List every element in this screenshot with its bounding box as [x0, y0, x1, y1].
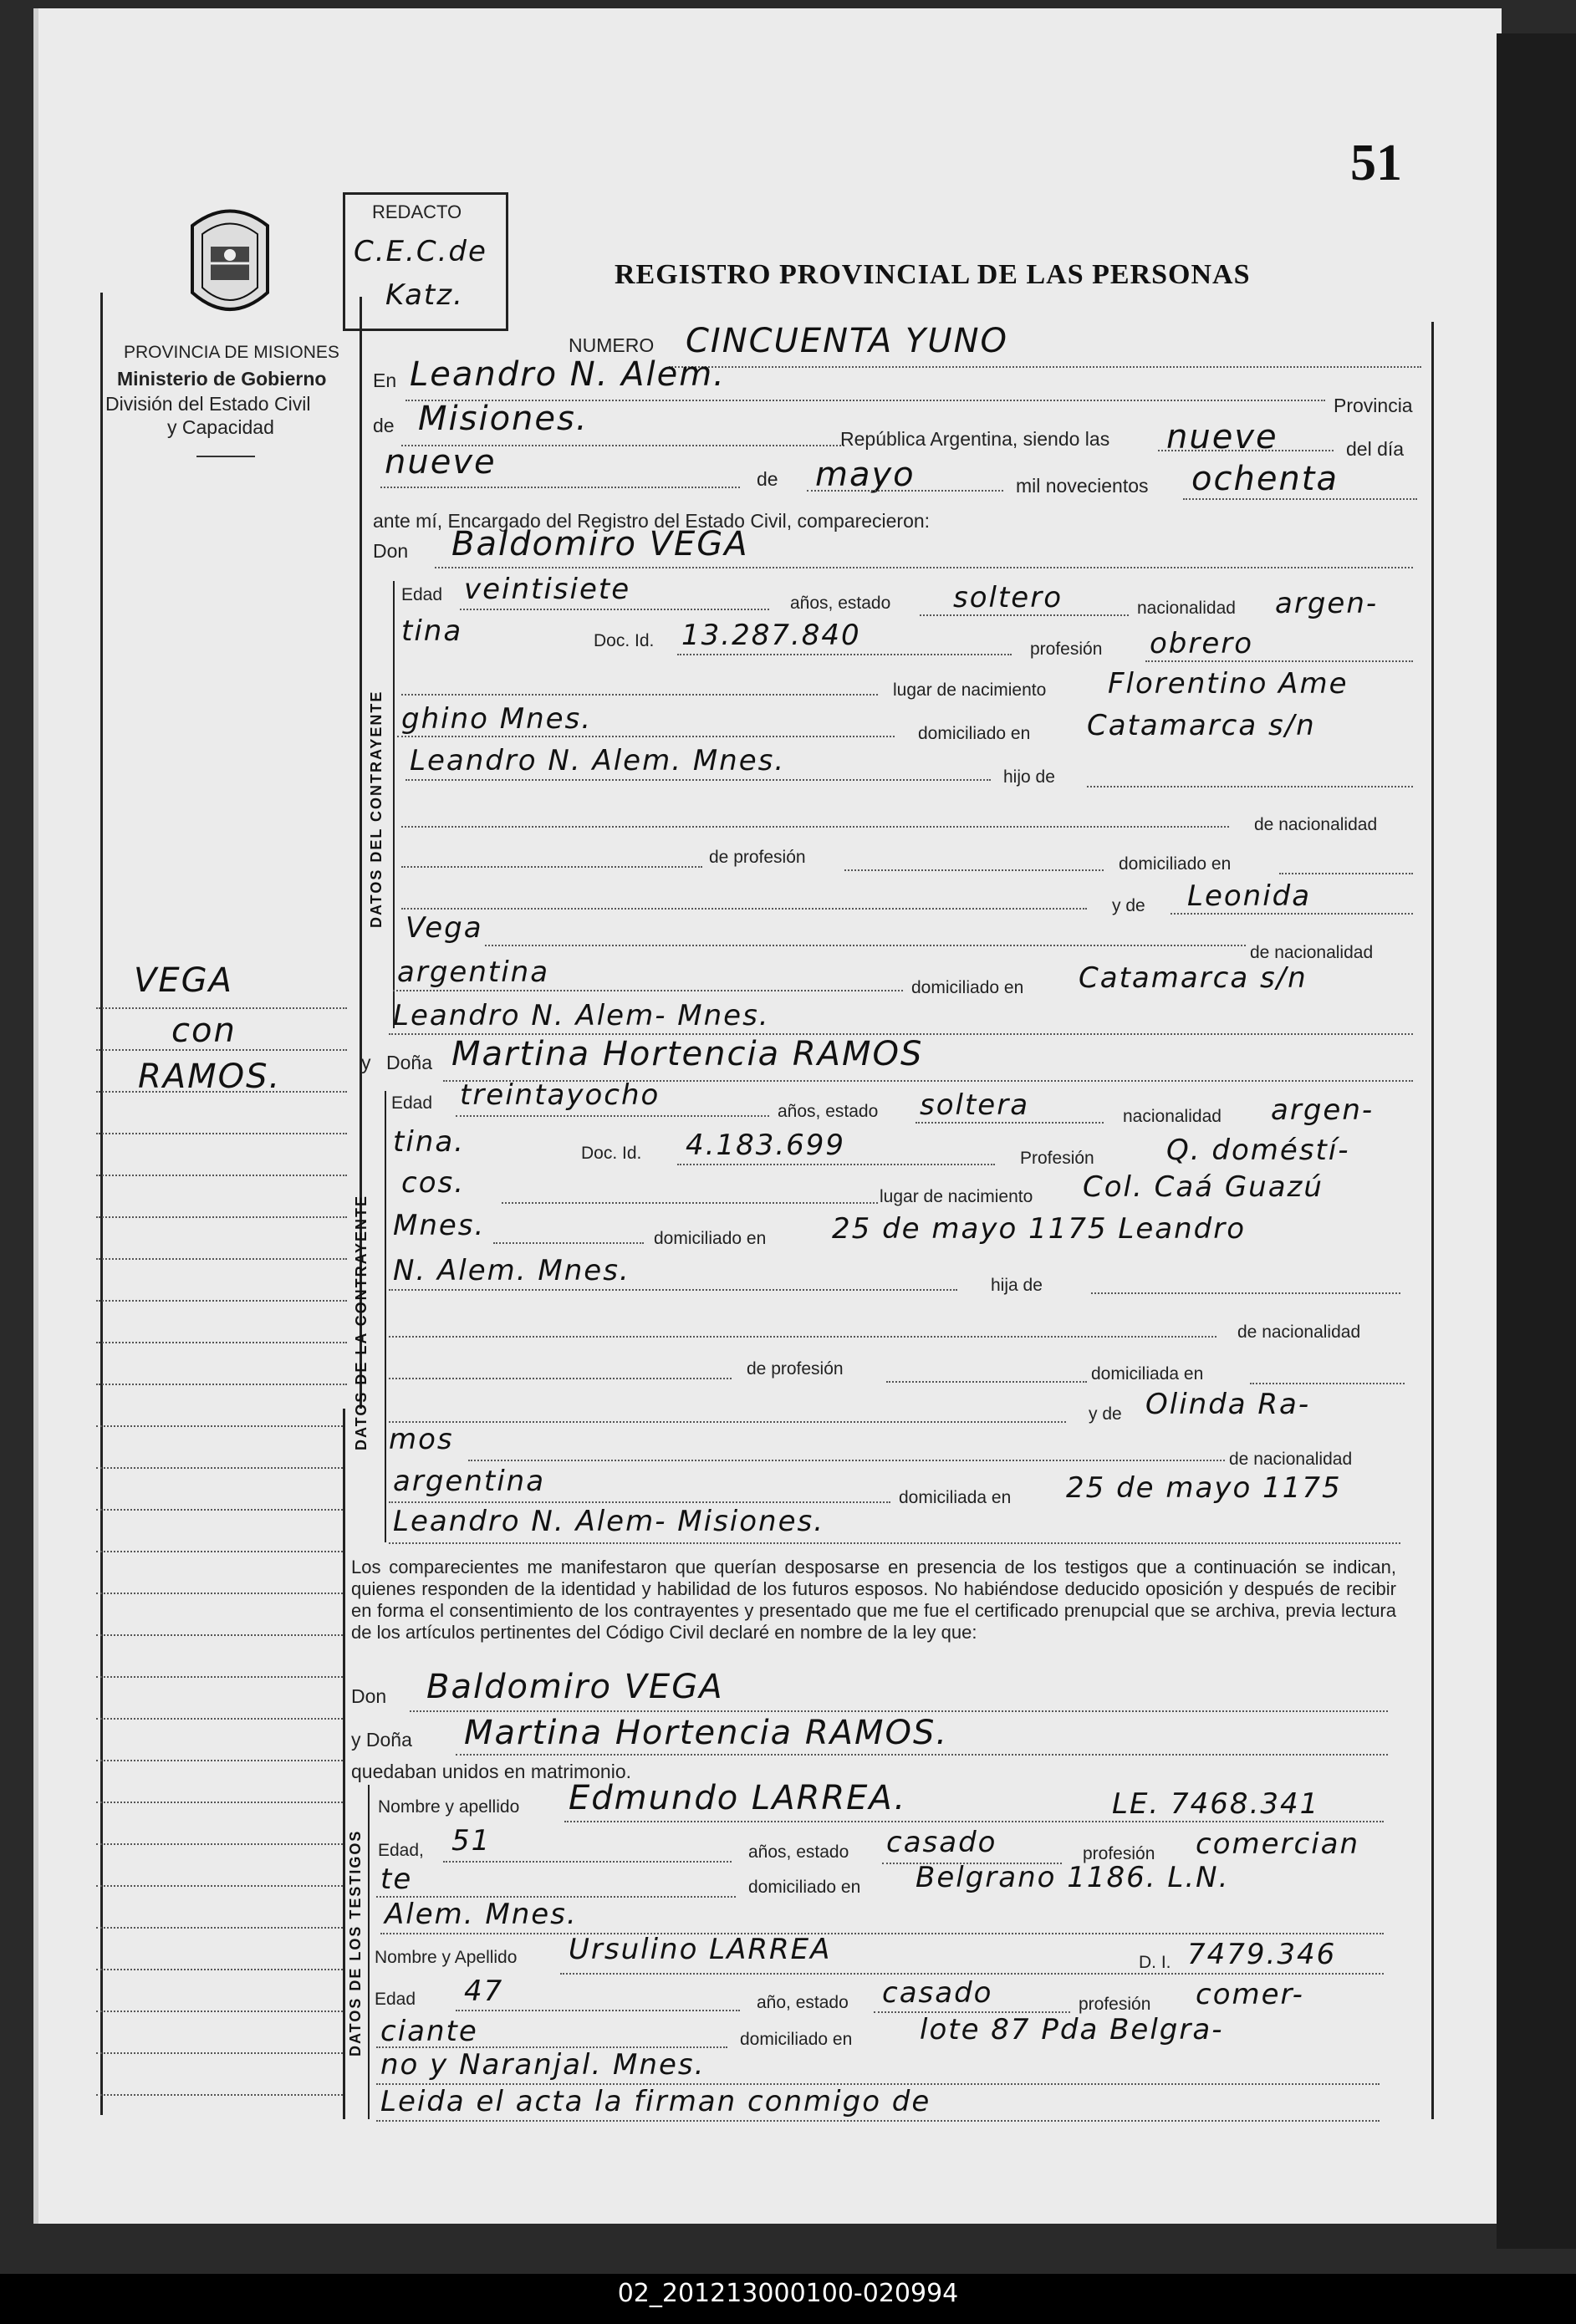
c2-padre-extra-line — [389, 1421, 1066, 1423]
page-number: 51 — [1350, 135, 1402, 191]
decl-dona-label: y Doña — [351, 1729, 412, 1751]
c2-edad-label: Edad — [391, 1093, 433, 1113]
t1-domiciliado-label: domiciliado en — [748, 1878, 861, 1897]
margin-line — [96, 1927, 343, 1929]
t2-doc-value: 7479.346 — [1187, 1938, 1337, 1971]
c1-domiciliado-label: domiciliado en — [918, 724, 1031, 743]
t1-nombre-value: Edmundo LARREA. — [569, 1779, 907, 1817]
t1-nombre-label: Nombre y apellido — [378, 1797, 520, 1817]
t2-edad-value: 47 — [464, 1975, 504, 2008]
c2-madre-value: Olinda Ra- — [1145, 1388, 1311, 1421]
decl-don-label: Don — [351, 1685, 387, 1707]
c1-madre-dom-label: domiciliado en — [911, 978, 1024, 997]
testigos-bracket — [368, 1785, 370, 2119]
c2-anos-label: años, estado — [778, 1102, 879, 1121]
c2-profesion-value2: cos. — [401, 1166, 466, 1200]
c1-madre-value2: Vega — [405, 911, 483, 945]
c1-madre-value: Leonida — [1187, 879, 1312, 913]
c2-nacionalidad-label: nacionalidad — [1123, 1107, 1222, 1126]
c1-profesion-value: obrero — [1150, 627, 1254, 660]
t1-estado-value: casado — [886, 1826, 997, 1859]
t1-edad-line — [443, 1861, 732, 1863]
c2-madre-line2 — [468, 1460, 1225, 1461]
c2-domiciliado-label: domiciliado en — [654, 1229, 767, 1248]
margin-line — [96, 1551, 343, 1552]
c1-nacionalidad-label: nacionalidad — [1137, 599, 1236, 618]
de-value: Misiones. — [418, 400, 589, 438]
c2-domicilio-value2: N. Alem. Mnes. — [393, 1254, 630, 1287]
t2-profesion-label: profesión — [1079, 1995, 1151, 2014]
c2-edad-line — [456, 1115, 769, 1117]
redacto-stamp — [343, 192, 508, 331]
c2-madre-dom-label: domiciliada en — [899, 1488, 1012, 1507]
c2-domicilio-line2 — [389, 1289, 957, 1291]
t1-nombre-line — [564, 1821, 1384, 1822]
c2-madre-value2: mos — [389, 1423, 454, 1456]
page-title: REGISTRO PROVINCIAL DE LAS PERSONAS — [615, 259, 1251, 290]
c1-padre-dom-line — [1279, 873, 1413, 874]
c2-profesion-value: Q. doméstí- — [1166, 1134, 1350, 1167]
c1-padre-profesion-line — [844, 869, 1104, 871]
c2-hija-label: hija de — [991, 1276, 1043, 1295]
c1-lugar-line2 — [397, 736, 895, 737]
dona-label: Doña — [386, 1052, 432, 1073]
c1-doc-value: 13.287.840 — [681, 619, 861, 652]
c1-madre-line — [1171, 913, 1413, 915]
stamp-line2: Katz. — [385, 278, 464, 312]
province-label: PROVINCIA DE MISIONES — [124, 343, 339, 362]
c1-edad-label: Edad — [401, 585, 443, 604]
numero-value: CINCUENTA YUNO — [686, 322, 1009, 360]
c2-padre-dom-line — [1250, 1383, 1405, 1384]
decl-unidos-label: quedaban unidos en matrimonio. — [351, 1761, 632, 1782]
column-divider-lower — [343, 1409, 345, 2119]
c1-anos-label: años, estado — [790, 594, 891, 613]
t2-domiciliado-label: domiciliado en — [740, 2030, 853, 2049]
margin-line — [96, 2011, 343, 2012]
margin-line — [96, 1175, 347, 1176]
c1-hijo-label: hijo de — [1003, 767, 1055, 787]
dia-value: nueve — [385, 443, 497, 482]
c1-profesion-line — [1145, 660, 1413, 662]
decl-dona-value: Martina Hortencia RAMOS. — [464, 1714, 949, 1752]
c2-padre-line — [389, 1336, 1216, 1338]
c2-madre-nac-line — [389, 1501, 890, 1503]
ministry-label: Ministerio de Gobierno — [117, 368, 327, 390]
t1-profesion-label: profesión — [1083, 1844, 1155, 1863]
dia-line — [380, 487, 740, 488]
t2-edad-label: Edad — [375, 1990, 416, 2009]
margin-note-line2: con — [171, 1012, 237, 1050]
c1-estado-line — [920, 614, 1129, 616]
c2-doc-label: Doc. Id. — [581, 1144, 642, 1163]
c1-nacionalidad-value2: tina — [401, 614, 463, 648]
page-edge-shadow — [1497, 33, 1576, 2249]
c1-madre-nac-label: de nacionalidad — [1250, 943, 1374, 962]
de2-label: de — [757, 468, 778, 490]
c1-madre-nac-line — [393, 990, 903, 991]
c2-estado-value: soltera — [920, 1088, 1030, 1122]
t2-nombre-line — [560, 1973, 1384, 1975]
c1-lugar-label: lugar de nacimiento — [893, 680, 1047, 700]
c1-domicilio-value2: Leandro N. Alem. Mnes. — [410, 744, 786, 777]
header-rule — [196, 456, 255, 457]
don-line — [435, 567, 1413, 568]
margin-line — [96, 1593, 343, 1594]
mes-value: mayo — [815, 456, 916, 494]
margin-note-line1: VEGA — [134, 961, 233, 1000]
t1-edad-label: Edad, — [378, 1841, 424, 1860]
right-margin-line — [1431, 322, 1434, 2119]
contrayente1-side-label: DATOS DEL CONTRAYENTE — [368, 690, 385, 928]
c1-domicilio-line2 — [405, 779, 991, 781]
c2-padre-dom-label: domiciliada en — [1091, 1364, 1204, 1384]
contrayente2-side-label: DATOS DE LA CONTRAYENTE — [353, 1194, 370, 1450]
c2-profesion-label: Profesión — [1020, 1149, 1094, 1168]
closing-line: Leida el acta la firman conmigo de — [380, 2085, 931, 2118]
margin-line — [96, 1300, 347, 1302]
c1-edad-line — [460, 609, 769, 610]
c2-madre-nac-value: argentina — [393, 1465, 546, 1498]
del-dia-label: del día — [1346, 438, 1405, 460]
testigos-side-label: DATOS DE LOS TESTIGOS — [347, 1829, 364, 2056]
margin-line — [96, 1676, 343, 1678]
de-label: de — [373, 415, 395, 436]
c1-profesion-label: profesión — [1030, 640, 1103, 659]
c1-blank-line — [401, 694, 878, 696]
margin-line — [96, 1634, 343, 1636]
margin-line — [96, 2094, 343, 2096]
c2-madre-dom-value2: Leandro N. Alem- Misiones. — [393, 1505, 825, 1538]
ante-label: ante mí, Encargado del Registro del Estado Civil, comparecieron: — [373, 510, 931, 532]
t2-nombre-label: Nombre y Apellido — [375, 1948, 518, 1967]
stamp-label: REDACTO — [372, 201, 462, 222]
c2-lugar-line2 — [493, 1242, 644, 1244]
margin-line — [96, 1969, 343, 1970]
margin-line — [96, 1509, 343, 1511]
c2-lugar-value2: Mnes. — [393, 1209, 486, 1242]
margin-line — [96, 1384, 347, 1385]
t1-doc-value: LE. 7468.341 — [1112, 1787, 1320, 1821]
decl-don-value: Baldomiro VEGA — [426, 1668, 724, 1706]
decl-dona-line — [456, 1754, 1388, 1756]
margin-line — [96, 1760, 343, 1761]
margin-line — [96, 1342, 347, 1343]
margin-line — [96, 1718, 343, 1720]
c2-lugar-value: Col. Caá Guazú — [1083, 1170, 1324, 1204]
left-margin-line — [100, 293, 103, 2115]
c2-madre-dom-line2 — [389, 1542, 1400, 1544]
don-value: Baldomiro VEGA — [451, 525, 749, 563]
margin-line — [96, 1258, 347, 1260]
c1-domicilio-value: Catamarca s/n — [1087, 709, 1316, 742]
margin-line — [96, 2052, 343, 2054]
margin-line — [96, 1467, 343, 1469]
mil-label: mil novecientos — [1016, 475, 1149, 497]
c1-lugar-value: Florentino Ame — [1108, 667, 1349, 701]
hora-line — [1158, 450, 1334, 451]
c2-padre-profesion-label: de profesión — [747, 1359, 844, 1379]
stamp-line1: C.E.C.de — [354, 235, 487, 268]
don-label: Don — [373, 540, 409, 562]
c1-padre-extra-line — [401, 908, 1087, 910]
t1-edad-value: 51 — [451, 1824, 492, 1858]
c1-madre-dom-value: Catamarca s/n — [1079, 961, 1308, 995]
hora-value: nueve — [1166, 418, 1278, 456]
c1-madre-nac-value: argentina — [397, 956, 550, 989]
c2-estado-line — [916, 1122, 1104, 1124]
c2-y-de-label: y de — [1089, 1404, 1122, 1424]
c1-y-de-label: y de — [1112, 896, 1145, 915]
decl-don-line — [410, 1710, 1388, 1712]
t1-anos-label: años, estado — [748, 1842, 849, 1862]
c2-padre-profesion-line — [886, 1381, 1087, 1383]
c1-padre-nac-label: de nacionalidad — [1254, 815, 1378, 834]
t1-domicilio-line2 — [380, 1933, 1384, 1934]
ceremony-paragraph: Los comparecientes me manifestaron que querían desposarse en presencia de los testigos que a continuación se indican, quienes responden de la identidad y habilidad de los futuros esposos. No habiéndose deducido oposición y después de recibir en forma el consentimiento de los contrayentes y presentado que me fue el certificado prenupcial que se archiva, previa lectura de los artículos pertinentes del Código Civil declaré en nombre de la ley que: — [351, 1557, 1396, 1643]
c2-blank-line — [502, 1202, 878, 1204]
division-label: División del Estado Civil — [105, 393, 311, 415]
c2-nacionalidad-value: argen- — [1271, 1093, 1375, 1127]
c1-estado-value: soltero — [953, 581, 1063, 614]
margin-line — [96, 1843, 343, 1845]
dona-y-label: y — [361, 1052, 371, 1073]
republica-label: República Argentina, siendo las — [840, 428, 1110, 450]
c2-edad-value: treintayocho — [460, 1078, 660, 1112]
margin-line — [96, 1007, 347, 1009]
c2-nacionalidad-value2: tina. — [393, 1125, 465, 1159]
t2-profesion-value2: ciante — [380, 2015, 478, 2048]
anio-value: ochenta — [1191, 460, 1339, 498]
contrayente1-bracket — [393, 581, 395, 1028]
capacidad-label: y Capacidad — [167, 416, 274, 438]
margin-line — [96, 1425, 343, 1427]
t1-profesion-value2: te — [380, 1863, 413, 1896]
t1-domicilio-value: Belgrano 1186. L.N. — [916, 1861, 1230, 1894]
c2-padre-nac-label: de nacionalidad — [1237, 1323, 1361, 1342]
t2-estado-value: casado — [882, 1976, 993, 2010]
t2-doc-label: D. I. — [1139, 1953, 1171, 1972]
t2-nombre-value: Ursulino LARREA — [569, 1933, 832, 1966]
c2-doc-value: 4.183.699 — [686, 1129, 846, 1162]
contrayente2-bracket — [385, 1091, 386, 1542]
c2-madre-dom-value: 25 de mayo 1175 — [1066, 1471, 1342, 1505]
margin-line — [96, 1133, 347, 1134]
c1-doc-label: Doc. Id. — [594, 631, 655, 650]
c2-madre-nac-label: de nacionalidad — [1229, 1450, 1353, 1469]
provincial-seal — [176, 201, 284, 326]
en-label: En — [373, 369, 397, 391]
c1-padre-line — [401, 826, 1229, 828]
anio-line — [1183, 498, 1417, 500]
c2-hija-line — [1091, 1292, 1400, 1294]
c1-lugar-value2: ghino Mnes. — [401, 702, 593, 736]
numero-label: NUMERO — [569, 334, 655, 356]
t2-anos-label: año, estado — [757, 1993, 849, 2012]
dona-value: Martina Hortencia RAMOS — [451, 1035, 924, 1073]
margin-line — [96, 1802, 343, 1803]
t1-profesion-value: comercian — [1196, 1827, 1360, 1861]
provincia-label: Provincia — [1334, 395, 1413, 416]
c1-padre-dom-label: domiciliado en — [1119, 854, 1232, 874]
t2-profesion-value: comer- — [1196, 1978, 1304, 2011]
t2-domicilio-value2: no y Naranjal. Mnes. — [380, 2048, 706, 2082]
c2-doc-line — [677, 1164, 995, 1165]
c1-madre-dom-value2: Leandro N. Alem- Mnes. — [393, 999, 770, 1032]
margin-line — [96, 1885, 343, 1887]
closing-underline — [376, 2120, 1380, 2122]
c1-padre-profesion-label: de profesión — [709, 848, 806, 867]
margin-line — [96, 1216, 347, 1218]
c1-madre-line2 — [485, 945, 1246, 946]
c2-padre-nac-line — [389, 1378, 732, 1379]
t2-edad-line — [456, 2010, 740, 2011]
c1-nacionalidad-value: argen- — [1275, 587, 1379, 620]
c2-domicilio-value: 25 de mayo 1175 Leandro — [832, 1212, 1247, 1246]
margin-note-line3: RAMOS. — [138, 1058, 282, 1096]
c1-padre-nac-line — [401, 866, 702, 868]
t1-domicilio-value2: Alem. Mnes. — [385, 1898, 578, 1931]
c1-hijo-line — [1087, 786, 1413, 787]
t2-domicilio-value: lote 87 Pda Belgra- — [920, 2013, 1224, 2046]
en-value: Leandro N. Alem. — [410, 355, 726, 394]
image-id-footer: 02_201213000100-020994 — [617, 2279, 959, 2308]
c1-edad-value: veintisiete — [464, 573, 631, 606]
numero-line — [669, 366, 1421, 368]
c2-lugar-label: lugar de nacimiento — [880, 1187, 1033, 1206]
c1-doc-line — [677, 654, 1012, 655]
mes-line — [807, 490, 1003, 492]
